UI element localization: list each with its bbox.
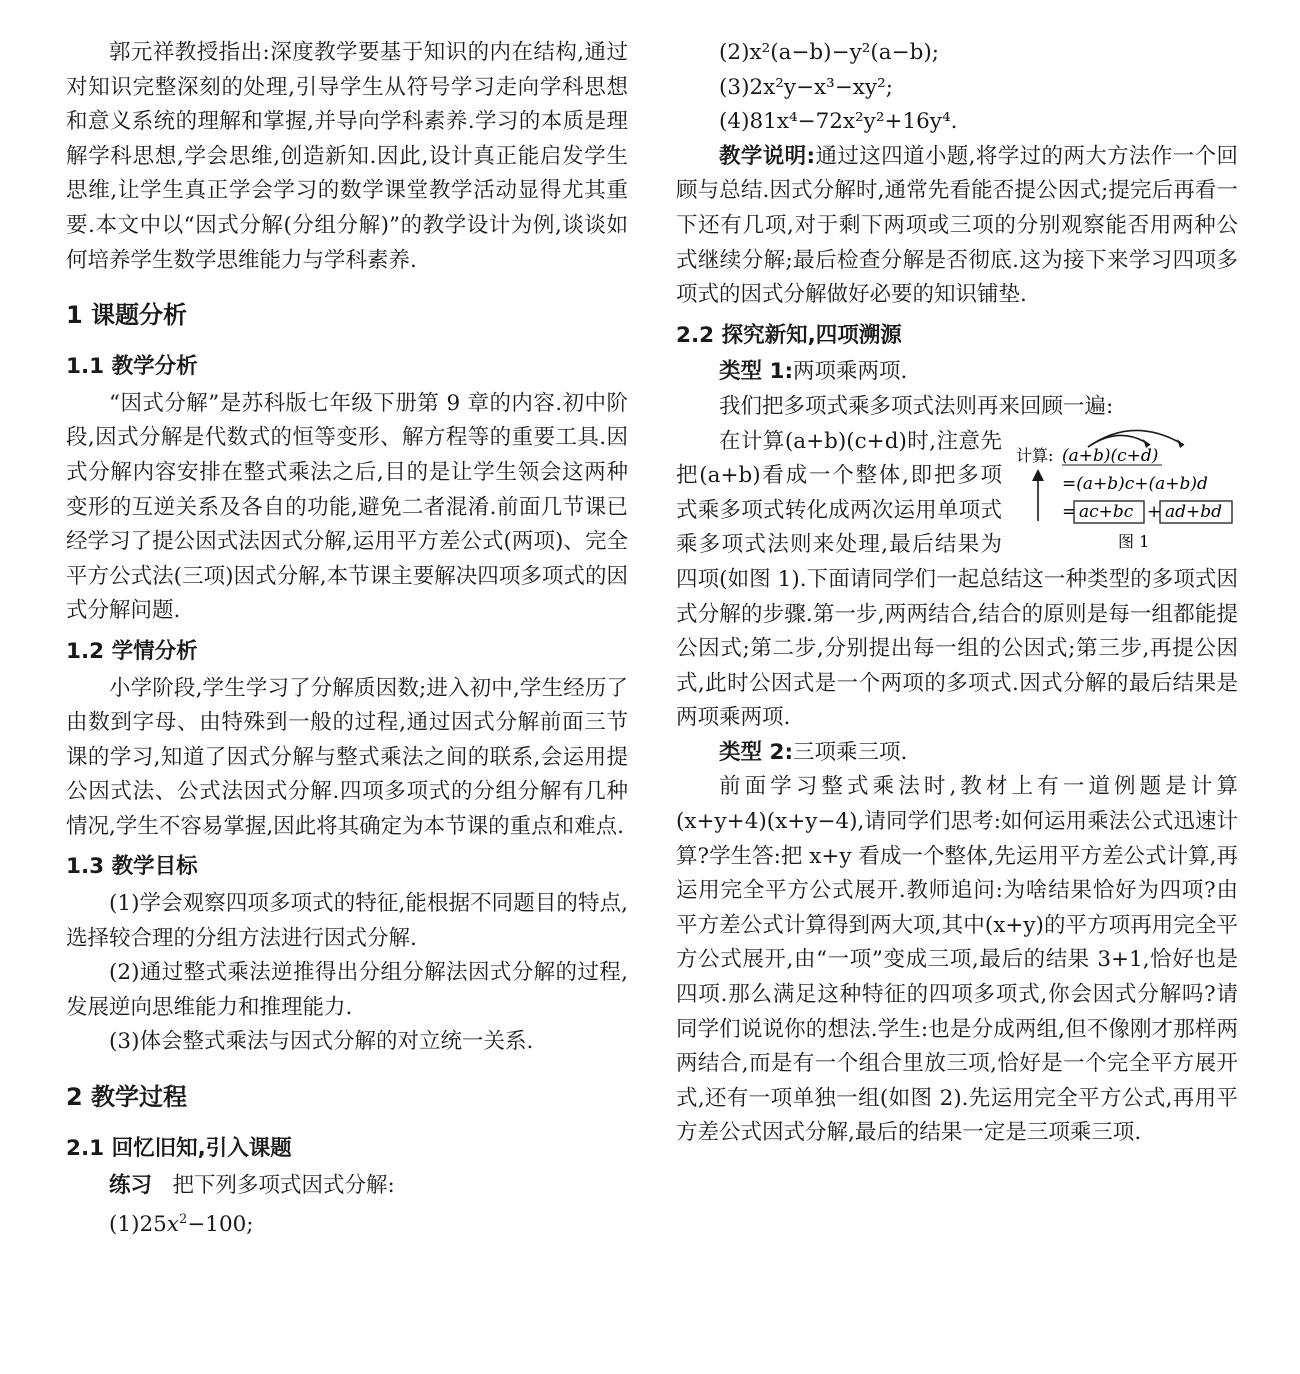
- figure-1-up-arrow-head: [1032, 469, 1044, 481]
- goal-2: (2)通过整式乘法逆推得出分组分解法因式分解的过程,发展逆向思维能力和推理能力.: [66, 960, 628, 1020]
- type-2-text: 三项乘三项.: [793, 739, 908, 765]
- figure-1-line-2: =(a+b)c+(a+b)d: [1062, 473, 1208, 494]
- exercise-text: 把下列多项式因式分解:: [172, 1172, 395, 1198]
- right-column: [676, 36, 1238, 1151]
- exercise-2: (2)x²(a−b)−y²(a−b);: [719, 40, 939, 65]
- student-analysis-paragraph: 小学阶段,学生学习了分解质因数;进入初中,学生经历了由数到字母、由特殊到一般的过程,通过因式分解前面三节课的学习,知道了因式分解与整式乘法之间的联系,会运用提公因式法、公式法因式分解.四项多项式的分组分解有几种情况,学生不容易掌握,因此将其确定为本节课的重点和难点.: [66, 675, 628, 839]
- exercise-1-prefix: (1)25: [109, 1212, 167, 1238]
- type-1-intro: 我们把多项式乘多项式法则再来回顾一遍:: [719, 393, 1114, 419]
- teaching-note-label: 教学说明:: [719, 143, 816, 169]
- type-1-body-wrap: [676, 425, 1238, 736]
- type-1-text: 两项乘两项.: [793, 359, 908, 385]
- teaching-note-text: 通过这四道小题,将学过的两大方法作一个回顾与总结.因式分解时,通常先看能否提公因式;提完后再看一下还有几项,对于剩下两项或三项的分别观察能否用两种公式继续分解;最后检查分解是否彻底.这为接下来学习四项多项式的因式分解做好必要的知识铺垫.: [676, 143, 1238, 308]
- goal-1: (1)学会观察四项多项式的特征,能根据不同题目的特点,选择较合理的分组方法进行因式分解.: [66, 891, 628, 951]
- figure-1-line-3-eq: =: [1062, 501, 1077, 522]
- left-column: [66, 36, 628, 1243]
- type-1-body: 在计算(a+b)(c+d)时,注意先把(a+b)看成一个整体,即把多项式乘多项式转化成两次运用单项式乘多项式法则来处理,最后结果为四项(如图 1).下面请同学们一起总结这一种类型的多项式因式分解的步骤.第一步,两两结合,结合的原则是每一组都能提公因式;第二步,分别提出每一组的公因式;第三步,再提公因式,此时公因式是一个两项的多项式.因式分解的最后结果是两项乘两项.: [676, 428, 1238, 731]
- type-2-line: [676, 736, 1238, 771]
- section-1-heading: 1 课题分析: [66, 301, 188, 330]
- exercise-3: (3)2x²y−x³−xy²;: [719, 74, 893, 100]
- figure-1-calc-label: 计算:: [1016, 445, 1054, 465]
- figure-1: [1016, 427, 1238, 555]
- figure-1-line-1: (a+b)(c+d): [1062, 445, 1159, 466]
- exercise-4: (4)81x⁴−72x²y²+16y⁴.: [719, 109, 958, 135]
- section-1-2-heading: 1.2 学情分析: [66, 638, 198, 664]
- goal-3: (3)体会整式乘法与因式分解的对立统一关系.: [109, 1029, 534, 1055]
- figure-1-plus: +: [1147, 501, 1162, 522]
- type-2-body: 前面学习整式乘法时,教材上有一道例题是计算(x+y+4)(x+y−4),请同学们思考:如何运用乘法公式迅速计算?学生答:把 x+y 看成一个整体,先运用平方差公式计算,再运用完全平方公式展开.教师追问:为啥结果恰好为四项?由平方差公式计算得到两大项,其中(x+y)的平方项再用完全平方公式展开,由“一项”变成三项,最后的结果 3+1,恰好也是四项.那么满足这种特征的四项多项式,你会因式分解吗?请同学们说说你的想法.学生:也是分成两组,但不像刚才那样两两结合,而是有一个组合里放三项,恰好是一个完全平方展开式,还有一项单独一组(如图 2).先运用完全平方公式,再用平方差公式因式分解,最后的结果一定是三项乘三项.: [676, 774, 1238, 1146]
- figure-1-box-1-text: ac+bc: [1079, 501, 1134, 522]
- type-2-label: 类型 2:: [719, 739, 794, 765]
- intro-paragraph: 郭元祥教授指出:深度教学要基于知识的内在结构,通过对知识完整深刻的处理,引导学生从符号学习走向学科思想和意义系统的理解和掌握,并导向学科素养.学习的本质是理解学科思想,学会思维,创造新知.因此,设计真正能启发学生思维,让学生真正学会学习的数学课堂教学活动显得尤其重要.本文中以“因式分解(分组分解)”的教学设计为例,谈谈如何培养学生数学思维能力与学科素养.: [66, 40, 628, 273]
- section-2-heading: 2 教学过程: [66, 1083, 188, 1112]
- figure-1-caption: 图 1: [1118, 531, 1150, 551]
- teaching-note: [676, 140, 1238, 313]
- exercise-1-suffix: −100;: [187, 1212, 254, 1238]
- type-1-label: 类型 1:: [719, 359, 794, 385]
- exercise-label: 练习: [109, 1172, 153, 1198]
- figure-1-box-2-text: ad+bd: [1165, 501, 1223, 522]
- exercise-line: [66, 1169, 628, 1204]
- section-2-1-heading: 2.1 回忆旧知,引入课题: [66, 1136, 292, 1162]
- section-2-2-heading: 2.2 探究新知,四项溯源: [676, 322, 902, 348]
- type-1-line: [676, 355, 1238, 390]
- section-1-3-heading: 1.3 教学目标: [66, 854, 198, 880]
- section-1-1-heading: 1.1 教学分析: [66, 354, 198, 380]
- figure-1-diagram: [1016, 427, 1238, 555]
- exercise-1: $(1)25x^2-100$;: [109, 1212, 254, 1238]
- teaching-analysis-paragraph: “因式分解”是苏科版七年级下册第 9 章的内容.初中阶段,因式分解是代数式的恒等变形、解方程等的重要工具.因式分解内容安排在整式乘法之后,目的是让学生领会这两种变形的互逆关系及各自的功能,避免二者混淆.前面几节课已经学习了提公因式法因式分解,运用平方差公式(两项)、完全平方公式法(三项)因式分解,本节课主要解决四项多项式的因式分解问题.: [66, 390, 628, 624]
